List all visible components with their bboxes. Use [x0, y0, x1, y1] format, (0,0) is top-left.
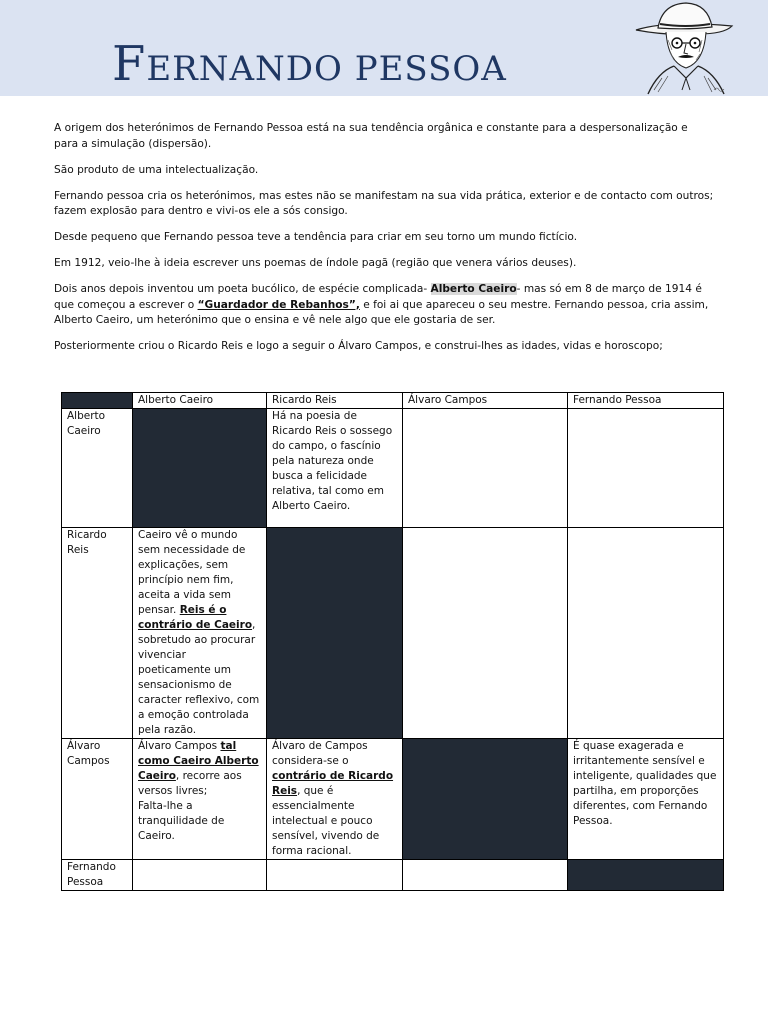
paragraph-1: A origem dos heterónimos de Fernando Pessoa está na sua tendência orgânica e constante para a despersonalização e para a simulação (dispersão).: [54, 122, 688, 150]
paragraph-7: Posteriormente criou o Ricardo Reis e logo a seguir o Álvaro Campos, e construi-lhes as idades, vidas e horoscopo;: [54, 340, 663, 352]
diagonal-cell: [133, 409, 267, 528]
header-band: [0, 0, 768, 96]
paragraph-2: São produto de uma intelectualização.: [54, 163, 259, 176]
diagonal-cell: [568, 860, 724, 891]
table-cell: Álvaro de Campos considera-se o contrário de Ricardo Reis, que é essencialmente intelectual e pouco sensível, vivendo de forma racional.: [267, 739, 403, 860]
header-corner-cell: [62, 393, 133, 409]
table-cell: Caeiro vê o mundo sem necessidade de explicações, sem princípio nem fim, aceita a vida sem pensar. Reis é o contrário de Caeiro, sobretudo ao procurar vivenciar poeticamente um sensacionismo de caracter reflexivo, com a emoção controlada pela razão.: [133, 528, 267, 739]
table-cell: [403, 860, 568, 891]
paragraph-5: Em 1912, veio-lhe à ideia escrever uns poemas de índole pagã (região que venera vários deuses).: [54, 257, 577, 269]
paragraph-3: Fernando pessoa cria os heterónimos, mas estes não se manifestam na sua vida prática, exterior e de contacto com outros; fazem explosão para dentro e vivi-os ele a sós consigo.: [54, 189, 714, 217]
title-second-word: PESSOA: [354, 49, 507, 89]
fernando-pessoa-portrait-icon: [628, 0, 740, 96]
table-cell: [133, 860, 267, 891]
table-cell: Há na poesia de Ricardo Reis o sossego do campo, o fascínio pela natureza onde busca a felicidade relativa, tal como em Alberto Caeiro.: [267, 409, 403, 528]
table-row: [62, 528, 724, 739]
diagonal-cell: [267, 528, 403, 739]
table-cell: [403, 528, 568, 739]
paragraph-6: Dois anos depois inventou um poeta bucólico, de espécie complicada- Alberto Caeiro- mas só em 8 de março de 1914 é que começou a escrever o “Guardador de Rebanhos”, e foi ai que apareceu o seu mestre. Fernando pessoa, cria assim, Alberto Caeiro, um heterónimo que o ensina e vê nele algo que ele gostaria de ser.: [54, 283, 709, 326]
row-header: Fernando Pessoa: [62, 860, 133, 891]
table-header-row: [62, 393, 724, 409]
table-cell: [267, 860, 403, 891]
highlighted-name: Alberto Caeiro: [430, 283, 517, 295]
table-cell: [403, 409, 568, 528]
diagonal-cell: [403, 739, 568, 860]
column-header: Fernando Pessoa: [568, 393, 724, 409]
column-header: Alberto Caeiro: [133, 393, 267, 409]
table-row: [62, 739, 724, 860]
row-header: Alberto Caeiro: [62, 409, 133, 528]
column-header: Álvaro Campos: [403, 393, 568, 409]
table-row: [62, 860, 724, 891]
body-text: [54, 121, 714, 365]
table-cell: [568, 409, 724, 528]
heteronym-comparison-table: [61, 392, 724, 891]
table-cell: Álvaro Campos tal como Caeiro Alberto Caeiro, recorre aos versos livres; Falta-lhe a tranquilidade de Caeiro.: [133, 739, 267, 860]
row-header: Álvaro Campos: [62, 739, 133, 860]
table-row: [62, 409, 724, 528]
row-header: Ricardo Reis: [62, 528, 133, 739]
title-first-word-rest: ERNANDO: [146, 49, 343, 89]
table-cell: [568, 528, 724, 739]
column-header: Ricardo Reis: [267, 393, 403, 409]
work-title: “Guardador de Rebanhos”,: [197, 298, 360, 311]
title-initial: F: [112, 36, 147, 92]
page-title: [112, 36, 507, 92]
paragraph-4: Desde pequeno que Fernando pessoa teve a tendência para criar em seu torno um mundo fictício.: [54, 231, 578, 243]
table-cell: É quase exagerada e irritantemente sensível e inteligente, qualidades que partilha, em proporções diferentes, com Fernando Pessoa.: [568, 739, 724, 860]
